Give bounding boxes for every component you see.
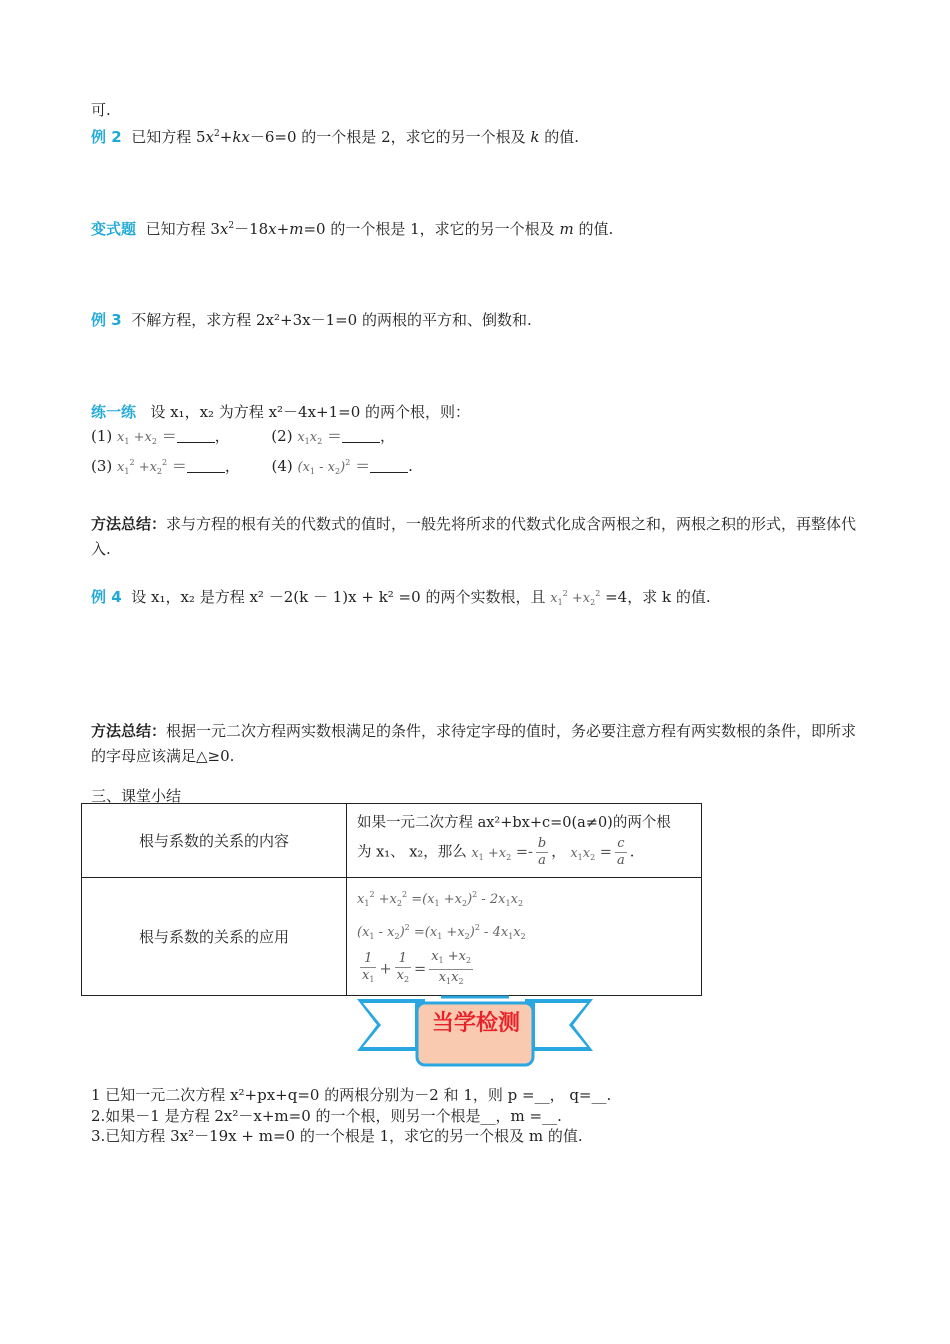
example-3-text: 不解方程，求方程 2x²+3x－1=0 的两根的平方和、倒数和. bbox=[131, 311, 532, 329]
table-row bbox=[82, 804, 702, 878]
practice-intro bbox=[91, 402, 470, 422]
practice-row-1: (1) $x_1 +x_2$ ＝ ， (2) $x_1x_2$ ＝ ， bbox=[91, 427, 396, 446]
ribbon-right-inner bbox=[529, 1003, 587, 1047]
method-summary-2-label: 方法总结： bbox=[91, 722, 167, 740]
method-summary-2 bbox=[91, 719, 861, 769]
table-cell-application-formulas: $x_1^2 +x_2^2 =(x_1 +x_2)^2 - 2x_1x_2$ $(x_1 - x_2)^2 =(x_1 +x_2)^2 - 4x_1x_2$ $\frac{1}{x_1}$ + $\frac{1}{x_2}$ = $\frac{x_1 +x_2}{x_1x_2}$ bbox=[347, 878, 702, 996]
summary-table bbox=[81, 803, 702, 996]
section-3-title: 三、课堂小结 bbox=[91, 787, 182, 805]
ribbon-left-inner bbox=[363, 1003, 421, 1047]
intro-tail: 可. bbox=[91, 101, 111, 119]
banner-text: 当学检测 bbox=[431, 1011, 520, 1036]
test-question-1: 1 已知一元二次方程 x²+px+q=0 的两根分别为－2 和 1，则 p =__， q=__. bbox=[91, 1086, 612, 1104]
table-cell-content-label: 根与系数的关系的内容 bbox=[82, 804, 347, 878]
method-summary-1-label: 方法总结： bbox=[91, 515, 167, 533]
example-4-text-b: =4，求 k 的值. bbox=[605, 588, 711, 606]
example-4-label: 例 4 bbox=[91, 588, 122, 606]
table-row bbox=[82, 878, 702, 996]
example-2-text: 已知方程 $5x^2+kx-6=0$ 的一个根是 2，求它的另一个根及 k 的值. bbox=[131, 128, 580, 146]
example-4-text-a: 设 x₁，x₂ 是方程 x² －2(k － 1)x + k² =0 的两个实数根，且 bbox=[131, 588, 546, 606]
method-summary-1 bbox=[91, 512, 861, 562]
variant-question bbox=[91, 216, 613, 239]
example-3-label: 例 3 bbox=[91, 311, 122, 329]
table-cell-application-label: 根与系数的关系的应用 bbox=[82, 878, 347, 996]
example-3 bbox=[91, 310, 532, 330]
variant-text: 已知方程 $3x^2-18x+m=0$ 的一个根是 1，求它的另一个根及 m 的值. bbox=[145, 220, 614, 238]
method-summary-1-text: 求与方程的根有关的代数式的值时，一般先将所求的代数式化成含两根之和，两根之积的形式，再整体代入. bbox=[91, 515, 857, 558]
variant-label: 变式题 bbox=[91, 220, 137, 238]
example-2-label: 例 2 bbox=[91, 128, 122, 146]
practice-text: 设 x₁，x₂ 为方程 x²－4x+1=0 的两个根，则： bbox=[150, 403, 471, 421]
method-summary-2-text: 根据一元二次方程两实数根满足的条件，求待定字母的值时，务必要注意方程有两实数根的条件，即所求的字母应该满足△≥0. bbox=[91, 722, 857, 765]
practice-label: 练一练 bbox=[91, 403, 137, 421]
example-2 bbox=[91, 124, 579, 147]
practice-row-2: (3) $x_1^2 +x_2^2$ ＝ ， (4) $(x_1 - x_2)^2$ ＝ . bbox=[91, 457, 413, 476]
test-question-3: 3.已知方程 3x²－19x + m=0 的一个根是 1，求它的另一个根及 m 的值. bbox=[91, 1127, 583, 1145]
table-cell-content-formula: 如果一元二次方程 ax²+bx+c=0(a≠0)的两个根 为 x₁、 x₂，那么 $x_1 +x_2$ =- $\frac{b}{a}$ ， $x_1x_2$ = $\frac{c}{a}$ . bbox=[347, 804, 702, 878]
test-question-2: 2.如果－1 是方程 2x²－x+m=0 的一个根，则另一个根是__，m =__. bbox=[91, 1107, 562, 1125]
example-4: 例 4 设 x₁，x₂ 是方程 x² －2(k － 1)x + k² =0 的两个实数根，且 $x_1^2 +x_2^2 =4$，求 k 的值. bbox=[91, 588, 711, 607]
